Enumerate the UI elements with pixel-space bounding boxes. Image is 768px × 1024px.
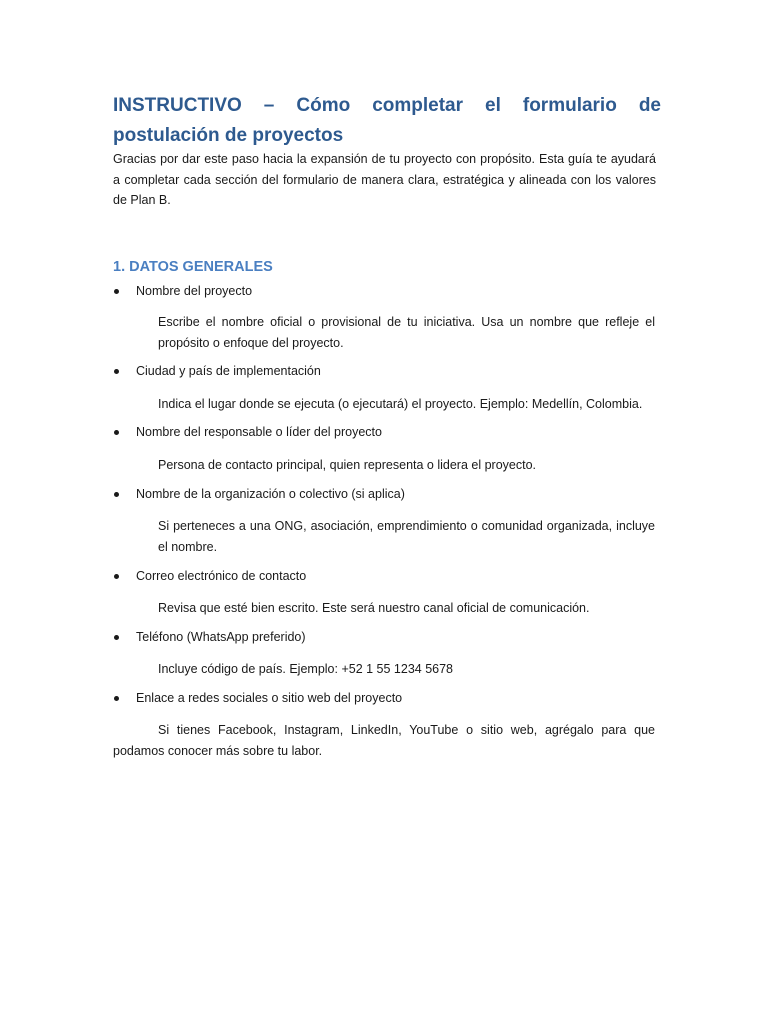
- bullet-icon: [114, 635, 119, 640]
- list-item: [113, 484, 405, 504]
- list-item-label: Teléfono (WhatsApp preferido): [136, 630, 306, 644]
- list-item-label: Nombre del responsable o líder del proyecto: [136, 425, 382, 439]
- bullet-icon: [114, 492, 119, 497]
- list-item-label: Nombre del proyecto: [136, 284, 253, 298]
- list-item-description: Incluye código de país. Ejemplo: +52 1 55 1234 5678: [158, 662, 454, 676]
- list-item-label: Nombre de la organización o colectivo (si aplica): [136, 487, 405, 501]
- section-heading: 1. DATOS GENERALES: [113, 259, 273, 275]
- intro-paragraph: Gracias por dar este paso hacia la expansión de tu proyecto con propósito. Esta guía te ayudará a completar cada sección del formulario de manera clara, estratégica y alineada con los valores de Plan B.: [113, 152, 656, 207]
- list-item-description: Si perteneces a una ONG, asociación, emprendimiento o comunidad organizada, incluye el nombre.: [158, 519, 655, 554]
- list-item: [113, 627, 306, 647]
- bullet-icon: [114, 696, 119, 701]
- list-item: [113, 361, 321, 381]
- bullet-icon: [114, 289, 119, 294]
- list-item: [113, 281, 252, 301]
- document-title: INSTRUCTIVO – Cómo completar el formulario de postulación de proyectos: [113, 95, 661, 146]
- list-item-label: Correo electrónico de contacto: [136, 569, 307, 583]
- list-item: [113, 422, 382, 442]
- list-item-label: Ciudad y país de implementación: [136, 364, 321, 378]
- list-item: [113, 566, 306, 586]
- list-item-description: Escribe el nombre oficial o provisional de tu iniciativa. Usa un nombre que refleje el propósito o enfoque del proyecto.: [158, 315, 655, 350]
- list-item-description: Persona de contacto principal, quien representa o lidera el proyecto.: [158, 458, 537, 472]
- list-item: [113, 688, 402, 708]
- bullet-icon: [114, 574, 119, 579]
- bullet-icon: [114, 430, 119, 435]
- list-item-description: Indica el lugar donde se ejecuta (o ejecutará) el proyecto. Ejemplo: Medellín, Colombia.: [158, 397, 643, 411]
- list-item-label: Enlace a redes sociales o sitio web del proyecto: [136, 691, 403, 705]
- bullet-icon: [114, 369, 119, 374]
- list-item-description: Si tienes Facebook, Instagram, LinkedIn, YouTube o sitio web, agrégalo para que podamos conocer más sobre tu labor.: [113, 723, 655, 758]
- list-item-description: Revisa que esté bien escrito. Este será nuestro canal oficial de comunicación.: [158, 601, 590, 615]
